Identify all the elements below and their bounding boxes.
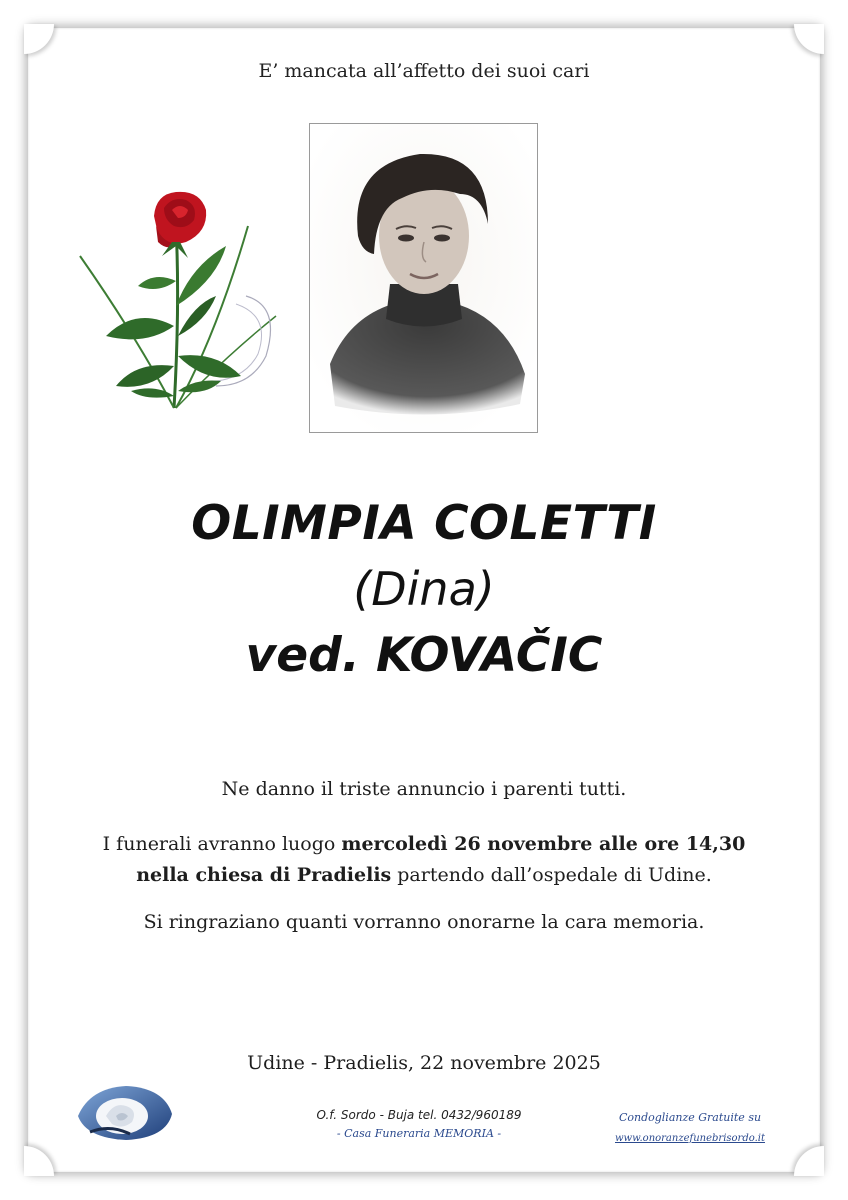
funeral-intro: I funerali avranno luogo bbox=[102, 833, 342, 855]
agency-logo bbox=[70, 1082, 176, 1142]
agency-contact: O.f. Sordo - Buja tel. 0432/960189 bbox=[316, 1108, 522, 1122]
condolences-link[interactable]: www.onoranzefunebrisordo.it bbox=[615, 1133, 765, 1144]
thanks-text: Si ringraziano quanti vorranno onorarne la cara memoria. bbox=[143, 911, 705, 933]
funeral-departure: partendo dall’ospedale di Udine. bbox=[391, 864, 712, 886]
announcement-text: Ne danno il triste annuncio i parenti tutti. bbox=[221, 778, 627, 800]
deceased-married-name: ved. KOVAČIC bbox=[245, 628, 603, 683]
deceased-nickname: (Dina) bbox=[353, 562, 495, 616]
condolences-label: Condoglianze Gratuite su bbox=[618, 1111, 762, 1124]
agency-name: - Casa Funeraria MEMORIA - bbox=[336, 1127, 502, 1140]
rose-icon bbox=[76, 186, 286, 414]
deceased-name: OLIMPIA COLETTI bbox=[191, 496, 657, 551]
funeral-details bbox=[0, 829, 848, 891]
place-date: Udine - Pradielis, 22 novembre 2025 bbox=[247, 1052, 601, 1074]
intro-text: E’ mancata all’affetto dei suoi cari bbox=[258, 60, 590, 82]
funeral-location: nella chiesa di Pradielis bbox=[136, 864, 392, 886]
portrait-photo bbox=[309, 123, 538, 433]
funeral-date-time: mercoledì 26 novembre alle ore 14,30 bbox=[341, 833, 746, 855]
